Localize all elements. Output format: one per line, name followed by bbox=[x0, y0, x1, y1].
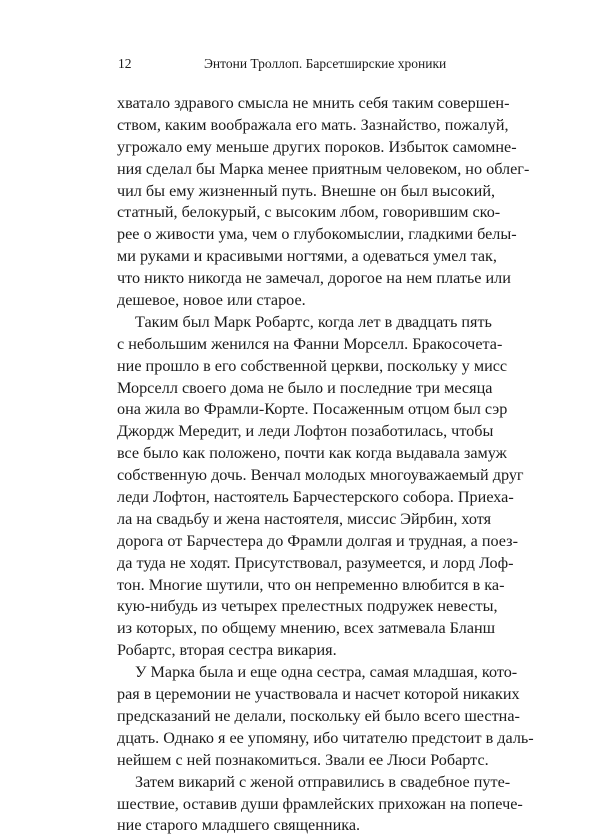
text-line: нейшем с ней познакомиться. Звали ее Люси Робартс. bbox=[117, 750, 489, 769]
running-head bbox=[118, 54, 490, 74]
text-line: да туда не ходят. Присутствовал, разумеется, и лорд Лоф- bbox=[117, 553, 514, 572]
text-line: ния сделал бы Марка менее приятным человеком, но облег- bbox=[117, 159, 530, 178]
text-line: Таким был Марк Робартс, когда лет в двадцать пять bbox=[135, 312, 492, 331]
paragraph-3 bbox=[117, 662, 534, 771]
paragraph-1 bbox=[117, 93, 530, 312]
text-line: угрожало ему меньше других пороков. Избыток самомне- bbox=[117, 137, 517, 156]
paragraph-4 bbox=[117, 772, 523, 837]
text-line: предсказаний не делали, поскольку ей было всего шестна- bbox=[117, 706, 520, 725]
text-line: леди Лофтон, настоятель Барчестерского собора. Приеха- bbox=[117, 488, 514, 507]
text-line: ла на свадьбу и жена настоятеля, миссис Эйрбин, хотя bbox=[117, 509, 492, 528]
text-line: ние старого младшего священника. bbox=[117, 816, 361, 835]
text-line: ством, каким воображала его мать. Зазнайство, пожалуй, bbox=[117, 115, 509, 134]
text-line: с небольшим женился на Фанни Морселл. Бракосочета- bbox=[117, 334, 503, 353]
text-line: Джордж Мередит, и леди Лофтон позаботилась, чтобы bbox=[117, 422, 494, 441]
text-line: дорога от Барчестера до Фрамли долгая и трудная, а поез- bbox=[117, 531, 518, 550]
text-line: ние прошло в его собственной церкви, поскольку у мисс bbox=[117, 356, 508, 375]
page-number: 12 bbox=[118, 56, 132, 71]
text-line: дешевое, новое или старое. bbox=[117, 291, 306, 310]
text-line: все было как положено, почти как когда выдавала замуж bbox=[117, 444, 507, 463]
text-line: статный, белокурый, с высоким лбом, говорившим ско- bbox=[117, 203, 501, 222]
text-line: Морселл своего дома не было и последние три месяца bbox=[117, 378, 493, 397]
text-line: Робартс, вторая сестра викария. bbox=[117, 641, 337, 660]
text-line: рее о живости ума, чем о глубокомыслии, гладкими белы- bbox=[117, 225, 517, 244]
text-line: чил бы ему жизненный путь. Внешне он был высокий, bbox=[117, 181, 496, 200]
text-line: из которых, по общему мнению, всех затмевала Бланш bbox=[117, 619, 496, 638]
running-title: Энтони Троллоп. Барсетширские хроники bbox=[204, 56, 447, 71]
body-text bbox=[117, 93, 534, 837]
text-line: У Марка была и еще одна сестра, самая младшая, кото- bbox=[135, 663, 518, 682]
text-line: она жила во Фрамли-Корте. Посаженным отцом был сэр bbox=[117, 400, 508, 419]
text-line: хватало здравого смысла не мнить себя таким совершен- bbox=[117, 94, 510, 112]
text-line: Затем викарий с женой отправились в свадебное путе- bbox=[135, 772, 511, 791]
text-line: дцать. Однако я ее упомяну, ибо читателю предстоит в даль- bbox=[117, 728, 534, 747]
paragraph-2 bbox=[117, 312, 524, 662]
text-line: кую-нибудь из четырех прелестных подружек невесты, bbox=[117, 597, 498, 616]
text-line: шествие, оставив души фрамлейских прихожан на попече- bbox=[117, 794, 523, 813]
text-line: собственную дочь. Венчал молодых многоуважаемый друг bbox=[117, 466, 524, 485]
text-line: ми руками и красивыми ногтями, а одеваться умел так, bbox=[117, 247, 497, 266]
text-line: тон. Многие шутили, что он непременно влюбится в ка- bbox=[117, 575, 505, 594]
text-line: что никто никогда не замечал, дорогое на нем платье или bbox=[117, 269, 511, 288]
text-line: рая в церемонии не участвовала и насчет которой никаких bbox=[117, 685, 520, 704]
